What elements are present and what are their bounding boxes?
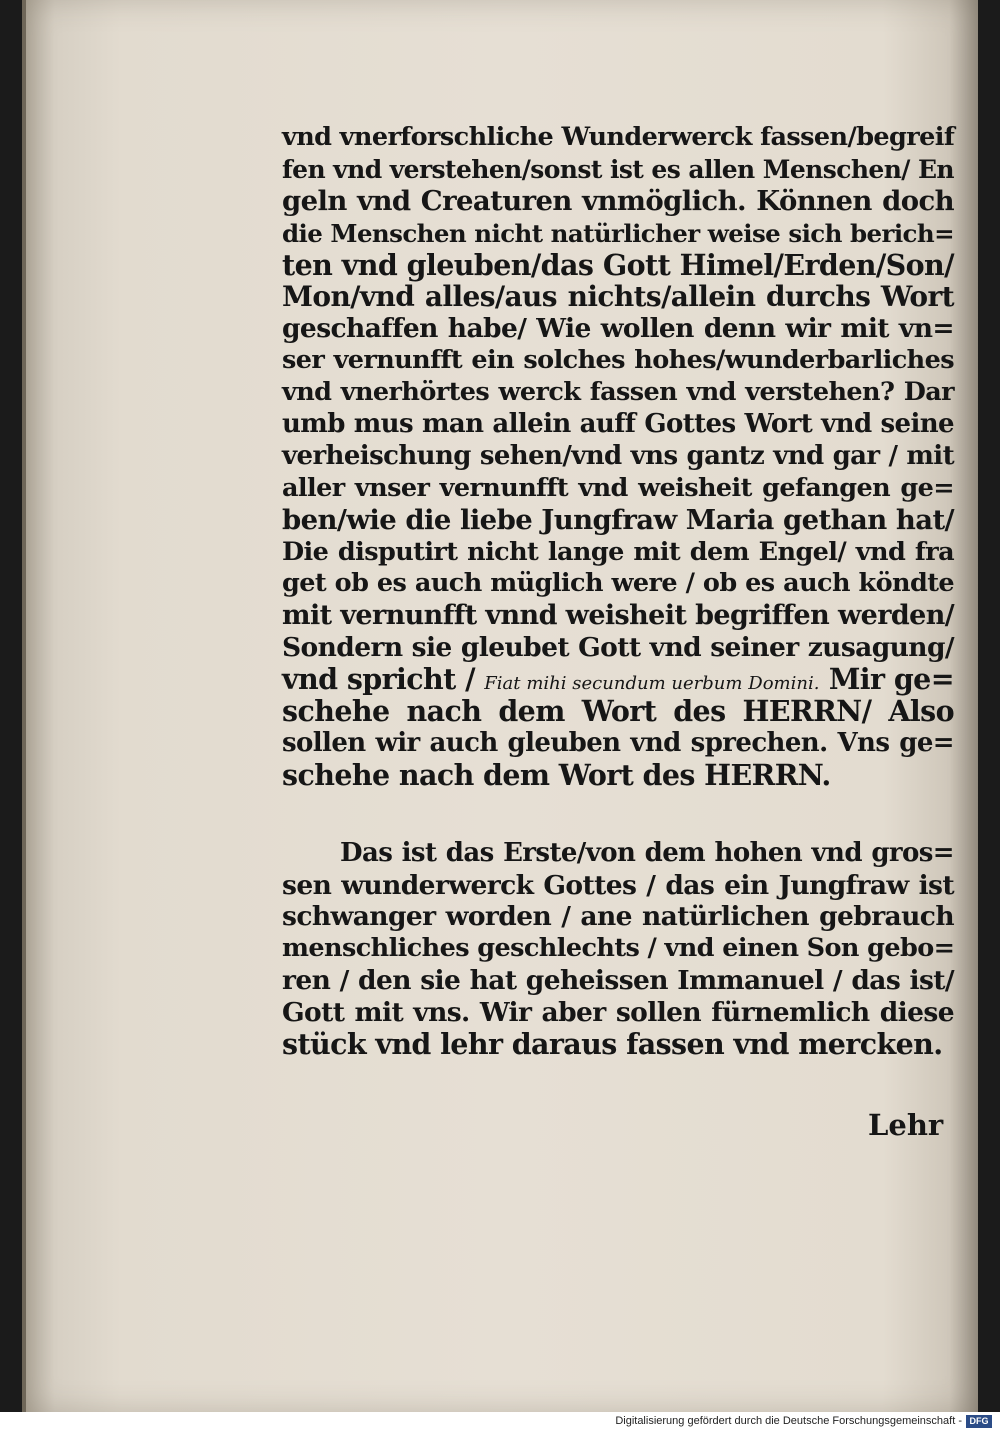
text-segment: vnd spricht / bbox=[282, 662, 475, 697]
text-line: sen wunderwerck Gottes / das ein Jungfraw ist bbox=[282, 869, 954, 901]
text-segment: Mir ge= bbox=[828, 662, 954, 697]
text-line: die Menschen nicht natürlicher weise sich berich= bbox=[282, 218, 954, 248]
text-block bbox=[282, 122, 954, 1061]
text-line: geln vnd Creaturen vnmöglich. Können doch bbox=[282, 184, 954, 217]
latin-quotation: Fiat mihi secundum uerbum Domini. bbox=[484, 673, 820, 695]
text-line: ser vernunfft ein solches hohes/wunderbarliches bbox=[282, 345, 954, 376]
text-line: menschliches geschlechts / vnd einen Son gebo= bbox=[282, 933, 955, 964]
text-line: schehe nach dem Wort des HERRN/ Also bbox=[282, 694, 954, 729]
paragraph-gap bbox=[282, 792, 954, 838]
text-line: stück vnd lehr daraus fassen vnd mercken. bbox=[282, 1027, 943, 1062]
text-line: schehe nach dem Wort des HERRN. bbox=[282, 757, 831, 792]
text-line: fen vnd verstehen/sonst ist es allen Menschen/ En bbox=[282, 154, 954, 184]
text-line: ren / den sie hat geheissen Immanuel / das ist/ bbox=[282, 965, 954, 997]
text-line: sollen wir auch gleuben vnd sprechen. Vns ge= bbox=[282, 727, 954, 758]
text-line: mit vernunfft vnnd weisheit begriffen werden/ bbox=[282, 600, 954, 632]
footer-bar bbox=[0, 1412, 1000, 1432]
text-line: geschaffen habe/ Wie wollen denn wir mit vn= bbox=[282, 313, 954, 345]
text-line-with-latin bbox=[282, 664, 954, 696]
text-line: Mon/vnd alles/aus nichts/allein durchs Wort bbox=[282, 280, 954, 314]
text-line: get ob es auch müglich were / ob es auch köndte bbox=[282, 568, 954, 599]
text-line: umb mus man allein auff Gottes Wort vnd seine bbox=[282, 409, 954, 440]
text-line: aller vnser vernunfft vnd weisheit gefangen ge= bbox=[282, 472, 954, 503]
text-line: vnd vnerforschliche Wunderwerck fassen/begreif bbox=[282, 122, 955, 152]
dfg-logo-icon: DFG bbox=[966, 1415, 992, 1428]
catchword: Lehr bbox=[868, 1108, 944, 1142]
text-line: schwanger worden / ane natürlichen gebrauch bbox=[282, 901, 954, 933]
text-line: verheischung sehen/vnd vns gantz vnd gar / mit bbox=[282, 440, 954, 471]
text-line: Sondern sie gleubet Gott vnd seiner zusagung/ bbox=[282, 632, 954, 664]
text-line: Die disputirt nicht lange mit dem Engel/ vnd fra bbox=[282, 536, 954, 567]
text-line: Gott mit vns. Wir aber sollen fürnemlich diese bbox=[282, 997, 954, 1029]
text-line: ten vnd gleuben/das Gott Himel/Erden/Son/ bbox=[282, 247, 954, 282]
funding-credit: Digitalisierung gefördert durch die Deutsche Forschungsgemeinschaft - bbox=[615, 1415, 962, 1427]
text-line: Das ist das Erste/von dem hohen vnd gros= bbox=[340, 837, 954, 868]
text-line: ben/wie die liebe Jungfraw Maria gethan hat/ bbox=[282, 503, 954, 536]
text-line: vnd vnerhörtes werck fassen vnd verstehen? Dar bbox=[282, 377, 954, 408]
